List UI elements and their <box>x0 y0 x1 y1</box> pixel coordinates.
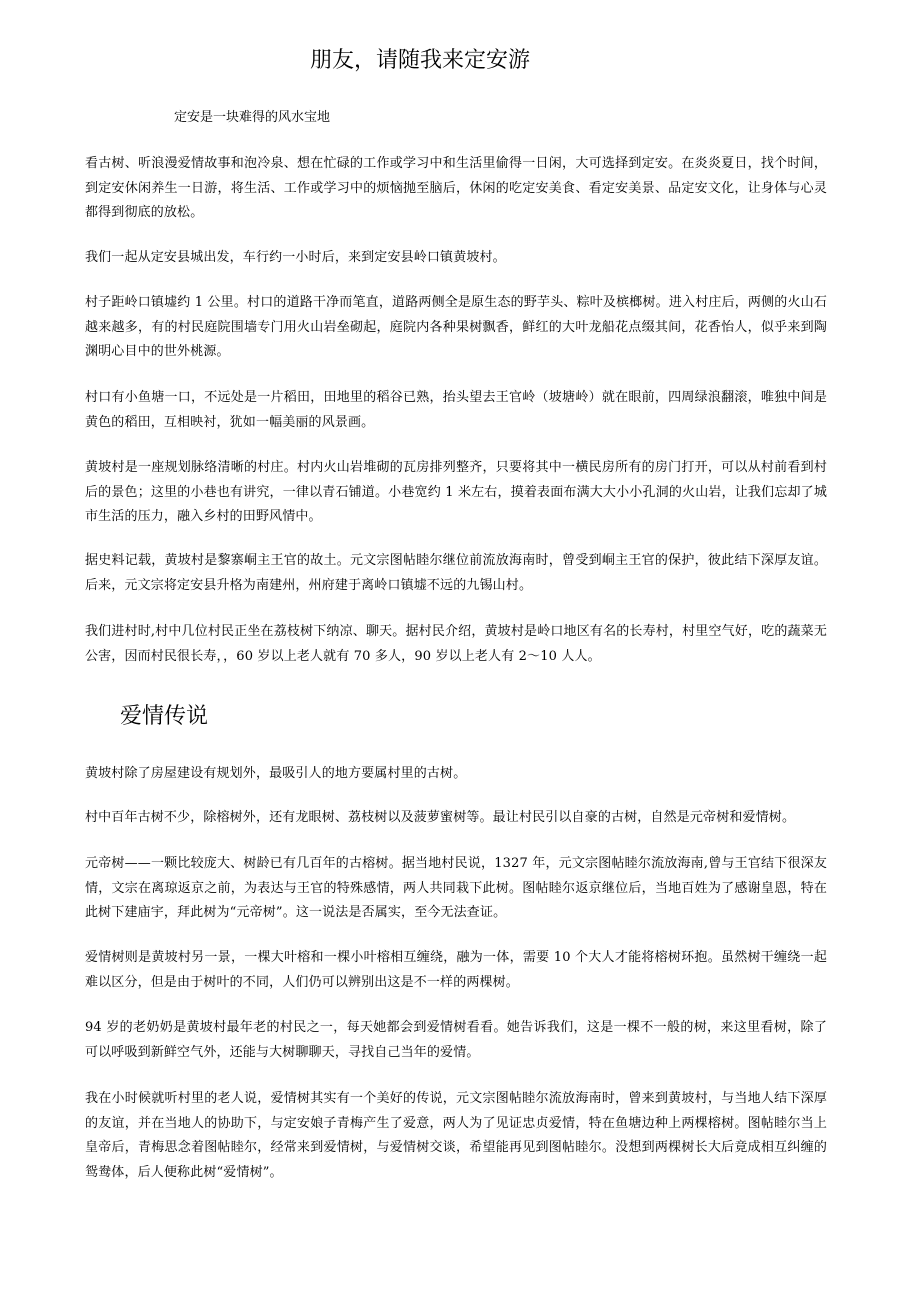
paragraph-departure: 我们一起从定安县城出发，车行约一小时后，来到定安县岭口镇黄坡村。 <box>85 250 506 265</box>
section-heading-love-legend: 爱情传说 <box>120 704 209 729</box>
paragraph-love-tree: 爱情树则是黄坡村另一景，一棵大叶榕和一棵小叶榕相互缠绕，融为一体，需要 10 个大人才能将榕树环抱。虽然树干缠绕一起难以区分，但是由于树叶的不同，人们仍可以辨别出这是不一样的两棵树。 <box>85 950 827 990</box>
paragraph-fish-pond: 村口有小鱼塘一口，不远处是一片稻田，田地里的稻谷已熟，抬头望去王官岭（坡塘岭）就在眼前，四周绿浪翻滚，唯独中间是黄色的稻田，互相映衬，犹如一幅美丽的风景画。 <box>85 390 827 430</box>
paragraph-longevity: 我们进村时,村中几位村民正坐在荔枝树下纳凉、聊天。据村民介绍，黄坡村是岭口地区有名的长寿村，村里空气好，吃的蔬菜无公害，因而村民很长寿，，60 岁以上老人就有 70 多人，90 岁以上老人有 2～10 人人。 <box>85 624 827 664</box>
paragraph-ancient-trees: 黄坡村除了房屋建设有规划外，最吸引人的地方要属村里的古树。 <box>85 766 467 781</box>
paragraph-emperor-tree: 元帝树——一颗比较庞大、树龄已有几百年的古榕树。据当地村民说，1327 年，元文宗图帖睦尔流放海南,曾与王官结下很深友情，文宗在离琼返京之前，为表达与王官的特殊感情，两人共同栽下此树。图帖睦尔返京继位后，当地百姓为了感谢皇恩，特在此树下建庙宇，拜此树为“元帝树”。这一说法是否属实，至今无法查证。 <box>85 856 827 920</box>
paragraph-legend: 我在小时候就听村里的老人说，爱情树其实有一个美好的传说，元文宗图帖睦尔流放海南时，曾来到黄坡村，与当地人结下深厚的友谊，并在当地人的协助下，与定安娘子青梅产生了爱意，两人为了见证忠贞爱情，特在鱼塘边种上两棵榕树。图帖睦尔当上皇帝后，青梅思念着图帖睦尔，经常来到爱情树，与爱情树交谈，希望能再见到图帖睦尔。没想到两棵树长大后竟成相互纠缠的鸳鸯体，后人便称此树“爱情树”。 <box>85 1091 827 1180</box>
paragraph-intro: 看古树、听浪漫爱情故事和泡冷泉、想在忙碌的工作或学习中和生活里偷得一日闲，大可选择到定安。在炎炎夏日，找个时间，到定安休闲养生一日游，将生活、工作或学习中的烦恼抛至脑后，休闲的吃定安美食、看定安美景、品定安文化，让身体与心灵都得到彻底的放松。 <box>85 156 827 220</box>
page-title: 朋友，请随我来定安游 <box>309 48 530 73</box>
paragraph-grandmother: 94 岁的老奶奶是黄坡村最年老的村民之一，每天她都会到爱情树看看。她告诉我们，这是一棵不一般的树，来这里看树，除了可以呼吸到新鲜空气外，还能与大树聊聊天，寻找自己当年的爱情。 <box>85 1020 827 1060</box>
paragraph-history: 据史料记载，黄坡村是黎寨峒主王官的故土。元文宗图帖睦尔继位前流放海南时，曾受到峒主王官的保护，彼此结下深厚友谊。后来，元文宗将定安县升格为南建州，州府建于离岭口镇墟不远的九锡山村。 <box>85 553 827 593</box>
paragraph-tree-types: 村中百年古树不少，除榕树外，还有龙眼树、荔枝树以及菠萝蜜树等。最让村民引以自豪的古树，自然是元帝树和爱情树。 <box>85 810 796 825</box>
paragraph-village-layout: 黄坡村是一座规划脉络清晰的村庄。村内火山岩堆砌的瓦房排列整齐，只要将其中一横民房所有的房门打开，可以从村前看到村后的景色；这里的小巷也有讲究，一律以青石铺道。小巷宽约 1 米左右，摸着表面布满大大小小孔洞的火山岩，让我们忘却了城市生活的压力，融入乡村的田野风情中。 <box>85 460 827 524</box>
paragraph-village-entrance: 村子距岭口镇墟约 1 公里。村口的道路干净而笔直，道路两侧全是原生态的野芋头、粽叶及槟榔树。进入村庄后，两侧的火山石越来越多，有的村民庭院围墙专门用火山岩垒砌起，庭院内各种果树飘香，鲜红的大叶龙船花点缀其间，花香怡人，似乎来到陶渊明心目中的世外桃源。 <box>85 295 827 359</box>
page-subtitle: 定安是一块难得的风水宝地 <box>174 110 331 125</box>
